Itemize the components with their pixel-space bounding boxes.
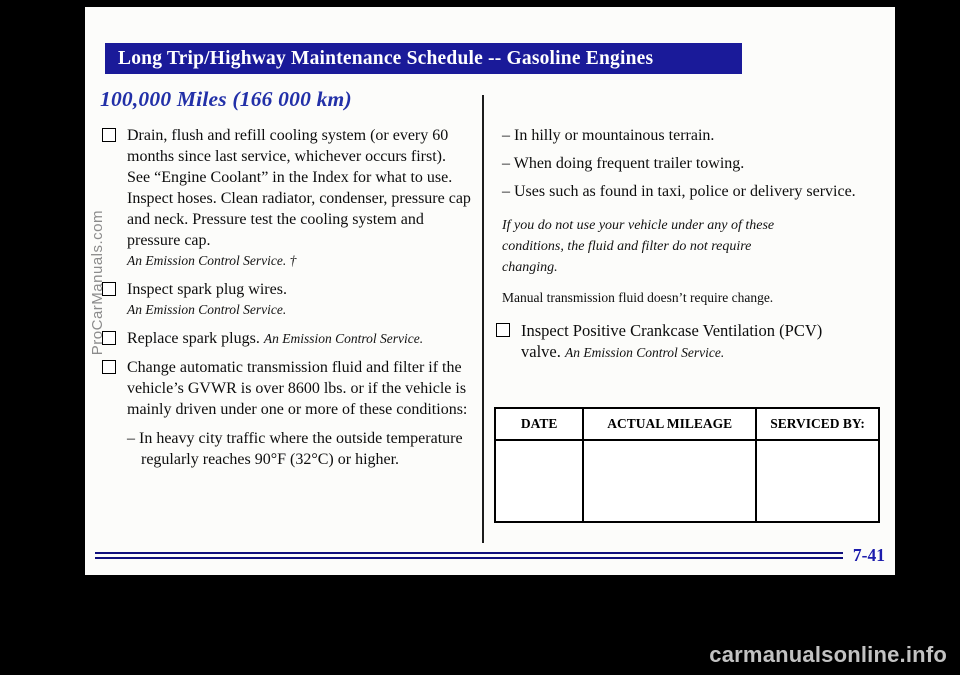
site-credit-text: carmanualsonline.info [709,642,947,667]
table-header-date: DATE [495,408,583,440]
left-column [100,87,472,543]
emission-control-note: An Emission Control Service. [263,331,424,346]
checklist-item-cooling-system [100,125,472,271]
right-column [494,87,880,543]
checklist-item-spark-plug-wires [100,279,472,320]
emission-control-note: An Emission Control Service. [564,345,725,360]
page-number: 7-41 [852,545,885,565]
item-text: Change automatic transmission fluid and filter if the vehicle’s GVWR is over 8600 lbs. or if the vehicle is mainly driven under one or more of these conditions: [127,359,468,418]
condition-item-taxi-police: – Uses such as found in taxi, police or delivery service. [502,183,856,200]
section-header-bar [105,43,742,74]
manual-page [85,7,895,575]
item-text: Inspect spark plug wires. [127,281,287,298]
fluid-filter-note: If you do not use your vehicle under any of these conditions, the fluid and filter do not require changing. [502,218,775,275]
condition-item-heavy-traffic: – In heavy city traffic where the outside temperature regularly reaches 90°F (32°C) or higher. [127,430,463,468]
checklist-item-pcv-valve [494,320,866,363]
item-text: Drain, flush and refill cooling system (or every 60 months since last service, whichever occurs first). See “Engine Coolant” in the Index for what to use. Inspect hoses. Clean radiator, condenser, pressure cap and neck. Pressure test the cooling system and pressure cap. [127,127,471,249]
item-text: Replace spark plugs. [127,330,260,347]
checkbox-icon [496,323,510,337]
two-column-layout [100,87,880,543]
condition-item-hilly-terrain: – In hilly or mountainous terrain. [502,127,715,144]
service-record-table [494,407,880,523]
table-header-serviced-by: SERVICED BY: [756,408,879,440]
table-row [495,440,879,522]
emission-control-note: An Emission Control Service. [127,302,287,317]
watermark-text: ProCarManuals.com [89,210,106,356]
table-cell-serviced-empty [756,440,879,522]
table-cell-mileage-empty [583,440,756,522]
footer-double-rule [95,552,843,559]
manual-transmission-note: Manual transmission fluid doesn’t require change. [502,290,774,305]
checklist-item-replace-spark-plugs [100,328,472,349]
page-footer [95,545,885,566]
checkbox-icon [102,360,116,374]
condition-item-trailer-towing: – When doing frequent trailer towing. [502,155,745,172]
checklist-item-transmission-fluid [100,357,472,420]
section-header-title: Long Trip/Highway Maintenance Schedule -- Gasoline Engines [118,48,654,69]
table-header-row [495,408,879,440]
mileage-heading: 100,000 Miles (166 000 km) [100,87,352,111]
checkbox-icon [102,128,116,142]
table-header-actual-mileage: ACTUAL MILEAGE [583,408,756,440]
table-cell-date-empty [495,440,583,522]
item-text: Inspect Positive Crankcase Ventilation (PCV) valve. [521,321,823,361]
column-divider-line [482,95,484,543]
emission-control-note: An Emission Control Service. † [127,253,297,268]
